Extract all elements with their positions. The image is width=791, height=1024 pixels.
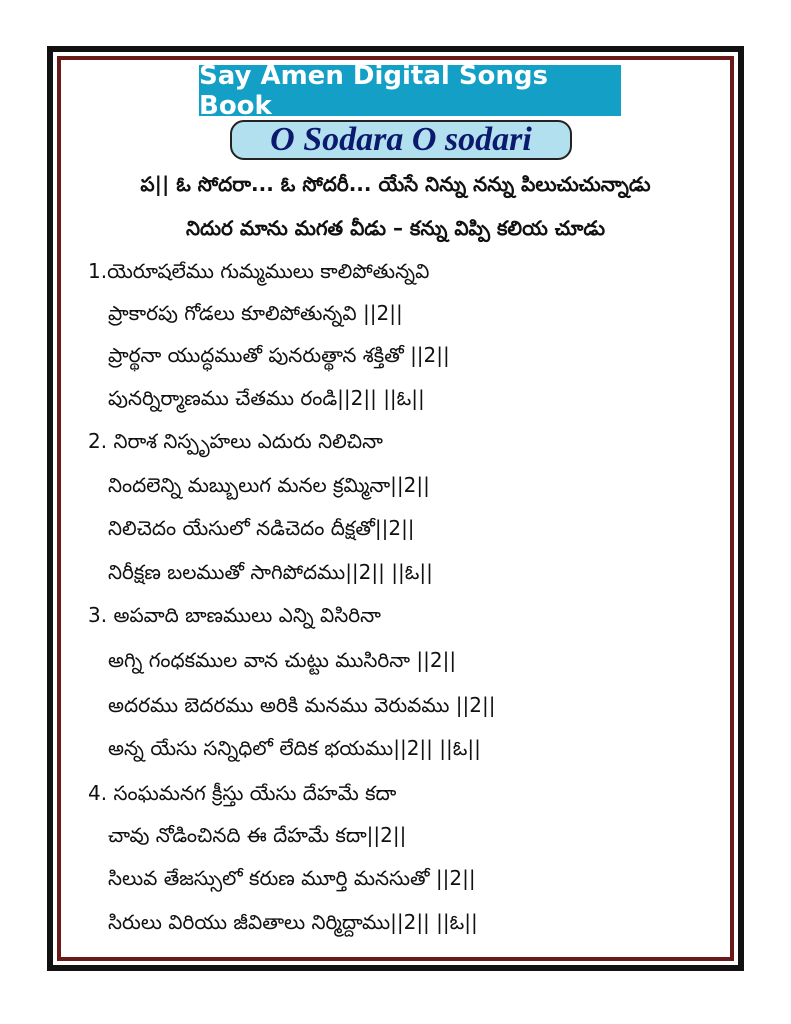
stanza-line: అదరము బెదరము అరికి మనము వెరువము ||2|| (108, 693, 496, 717)
stanza-line: అన్న యేసు సన్నిధిలో లేదిక భయము||2|| ||ఓ|| (108, 736, 481, 760)
stanza-line: సిలువ తేజస్సులో కరుణ మూర్తి మనసుతో ||2|| (108, 866, 476, 890)
pallavi-line: ప|| ఓ సోదరా... ఓ సోదరీ... యేసే నిన్ను నన్ను పిలుచుచున్నాడు (140, 172, 651, 196)
stanza-line: పునర్నిర్మాణము చేతము రండి||2|| ||ఓ|| (108, 386, 425, 410)
stanza-line: 4. సంఘమనగ క్రీస్తు యేసు దేహమే కదా (88, 781, 397, 805)
songbook-banner: Say Amen Digital Songs Book (199, 65, 621, 116)
stanza-line: 3. అపవాది బాణములు ఎన్ని విసిరినా (88, 603, 381, 627)
stanza-line: సిరులు విరియు జీవితాలు నిర్మిద్దాము||2|| ||ఓ|| (108, 910, 478, 934)
stanza-line: నిలిచెదం యేసులో నడిచెదం దీక్షతో||2|| (108, 516, 415, 540)
stanza-line: చావు నోడించినది ఈ దేహమే కదా||2|| (108, 823, 407, 847)
stanza-line: నిరీక్షణ బలముతో సాగిపోదము||2|| ||ఓ|| (108, 560, 433, 584)
stanza-line: 1.యెరూషలేము గుమ్మములు కాలిపోతున్నవి (88, 259, 430, 283)
pallavi-line: నిదుర మాను మగత వీడు – కన్ను విప్పి కలియ చూడు (185, 216, 606, 240)
stanza-line: 2. నిరాశ నిస్పృహలు ఎదురు నిలిచినా (88, 429, 383, 453)
stanza-line: నిందలెన్ని మబ్బులుగ మనల క్రమ్మినా||2|| (108, 473, 430, 497)
song-title: O Sodara O sodari (230, 120, 572, 160)
stanza-line: ప్రాకారపు గోడలు కూలిపోతున్నవి ||2|| (108, 301, 403, 325)
stanza-line: అగ్ని గంధకముల వాన చుట్టు ముసిరినా ||2|| (108, 648, 457, 672)
stanza-line: ప్రార్థనా యుద్ధముతో పునరుత్థాన శక్తితో ||2|| (108, 343, 450, 367)
